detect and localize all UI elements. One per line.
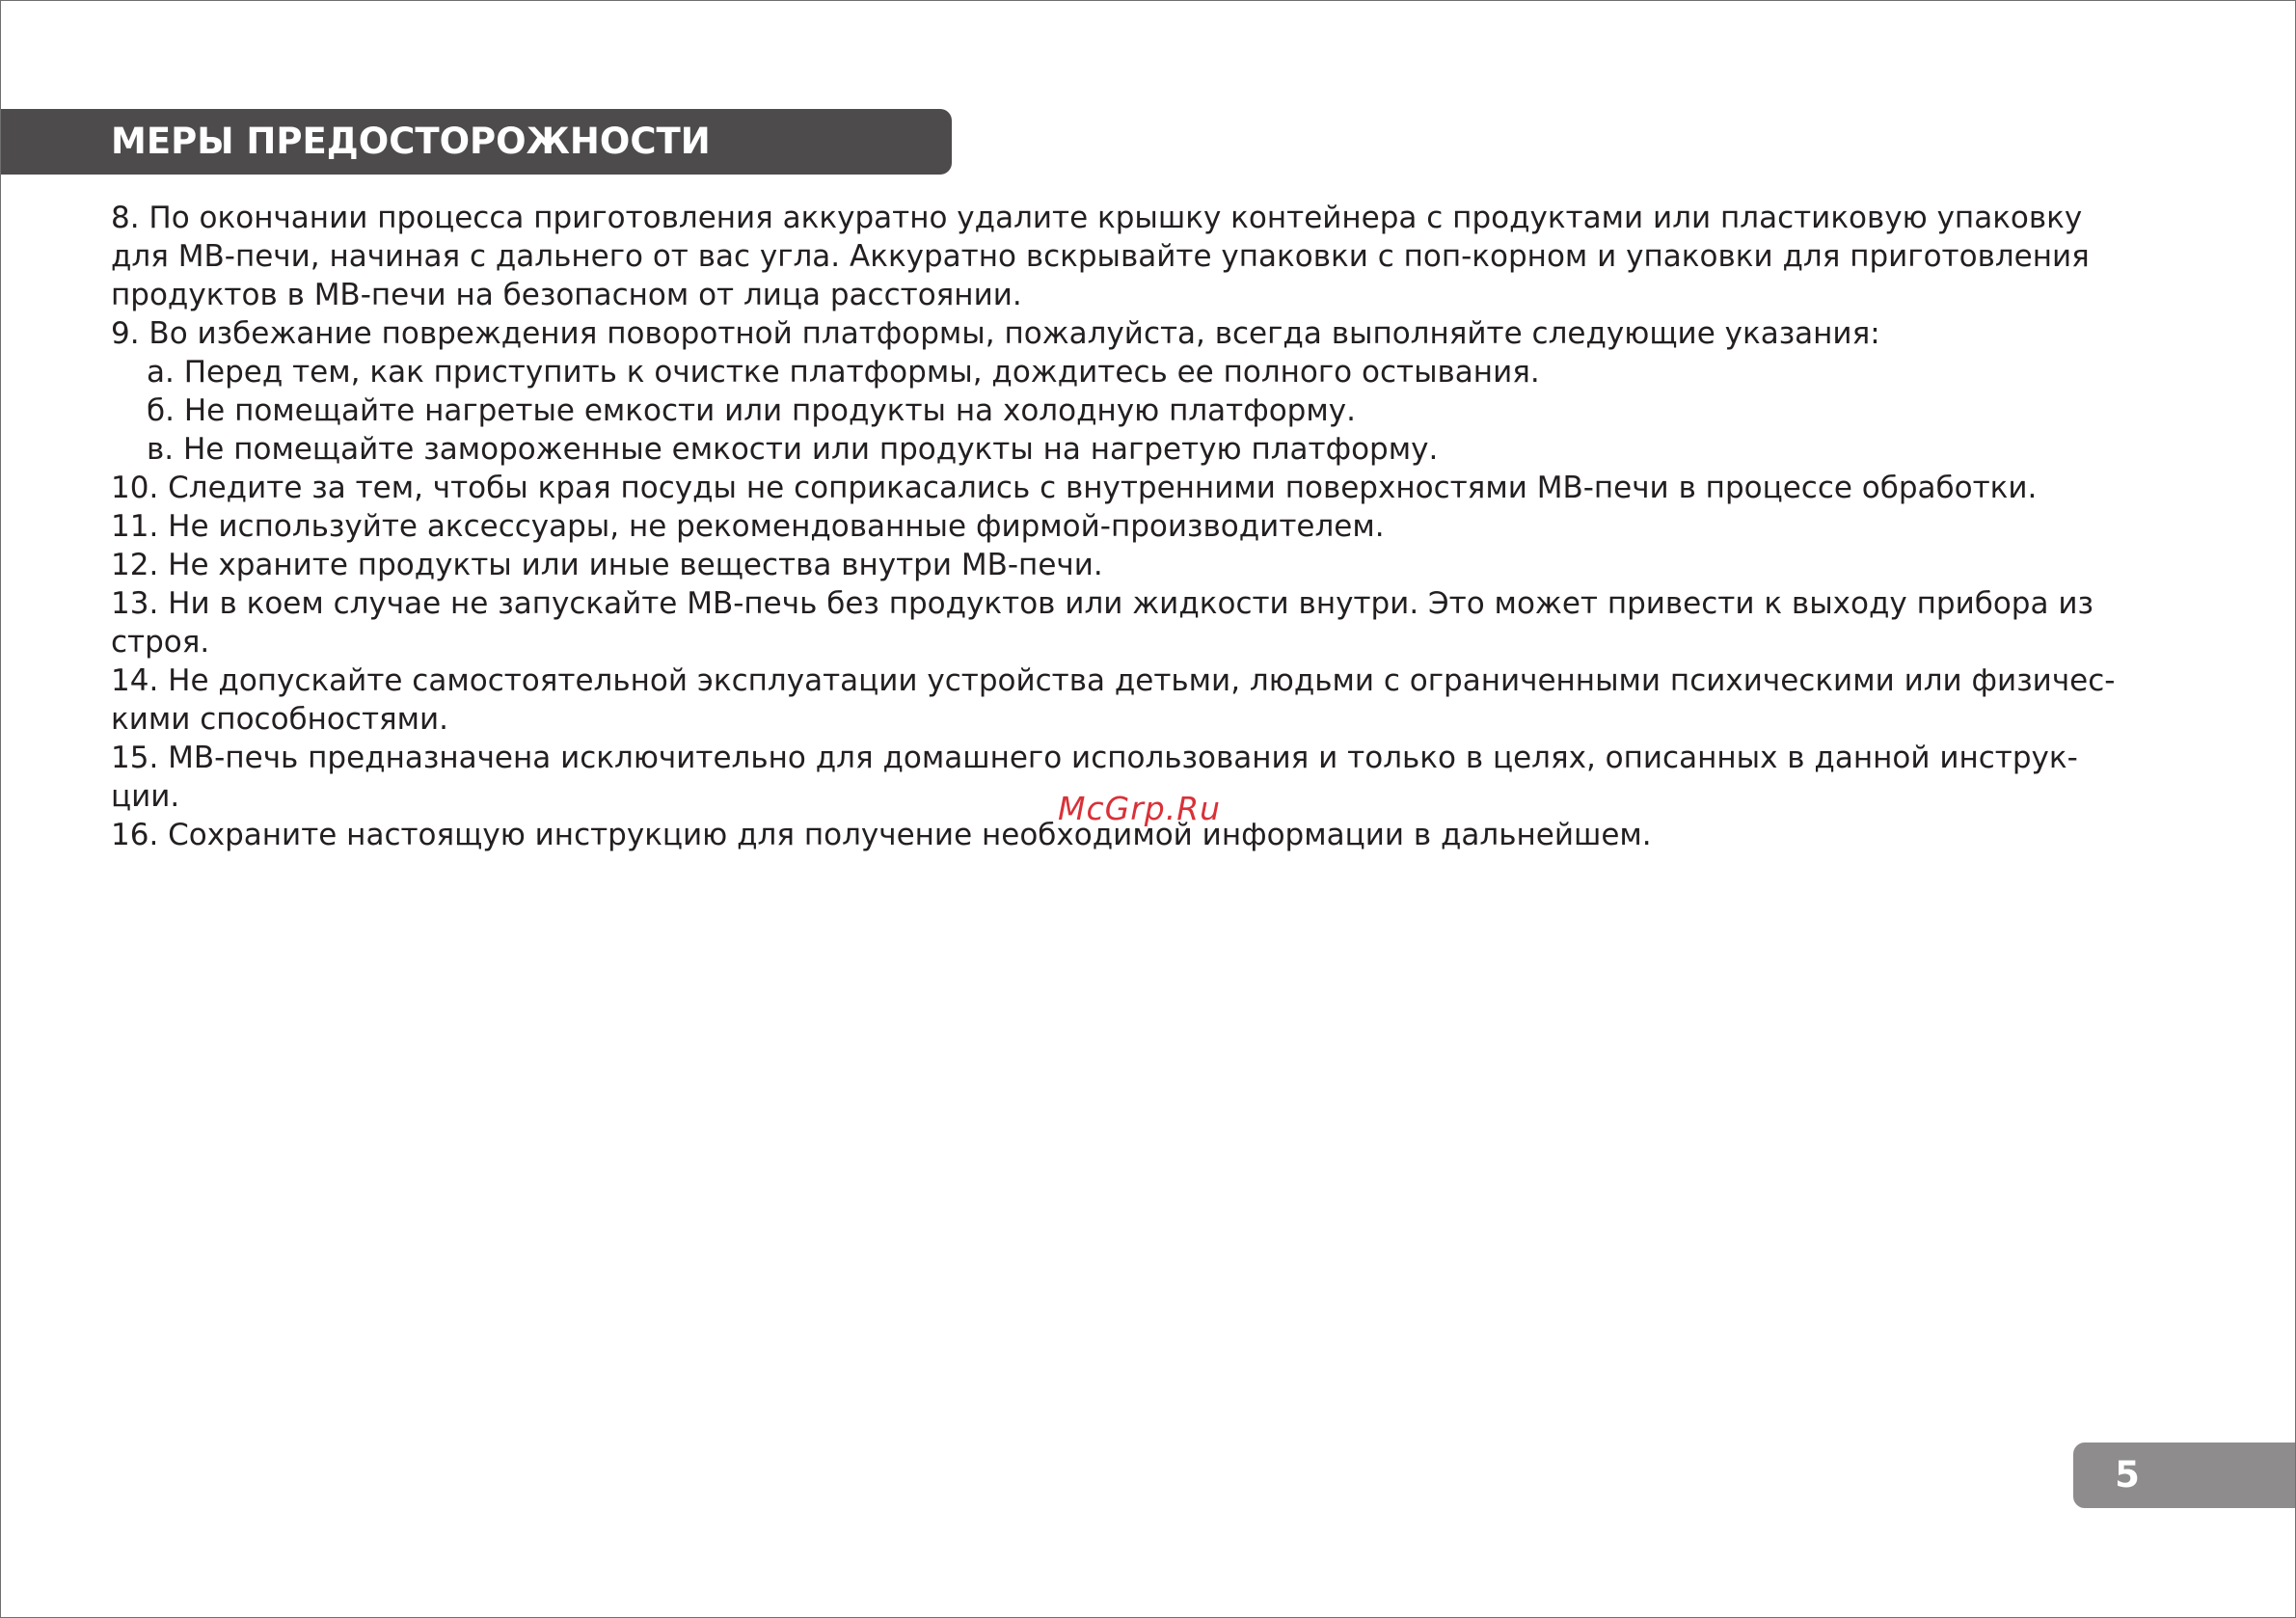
precautions-text <box>111 199 2194 854</box>
text-line: 9. Во избежание повреждения поворотной платформы, пожалуйста, всегда выполняйте следующие указания: <box>111 316 1880 351</box>
text-line: 10. Следите за тем, чтобы края посуды не соприкасались с внутренними поверхностями МВ-печи в процессе обработки. <box>111 471 2038 505</box>
section-header-bar <box>1 109 952 175</box>
text-line: 12. Не храните продукты или иные вещества внутри МВ-печи. <box>111 548 1103 582</box>
text-line: ции. <box>111 779 180 814</box>
page-number: 5 <box>2115 1454 2140 1496</box>
text-line: 14. Не допускайте самостоятельной эксплуатации устройства детьми, людьми с ограниченными психическими или физичес- <box>111 663 2116 698</box>
text-line-subitem: а. Перед тем, как приступить к очистке платформы, дождитесь ее полного остывания. <box>147 355 1540 390</box>
text-line: для МВ-печи, начиная с дальнего от вас угла. Аккуратно вскрывайте упаковки с поп-корном и упаковки для приготовления <box>111 239 2090 274</box>
text-line: кими способностями. <box>111 702 449 737</box>
page-number-tab <box>2073 1443 2296 1508</box>
text-line: 11. Не используйте аксессуары, не рекомендованные фирмой-производителем. <box>111 509 1385 544</box>
text-line-subitem: в. Не помещайте замороженные емкости или продукты на нагретую платформу. <box>147 432 1439 467</box>
text-line: 8. По окончании процесса приготовления аккуратно удалите крышку контейнера с продуктами или пластиковую упаковку <box>111 201 2083 235</box>
watermark: McGrp.Ru <box>1058 790 1222 827</box>
text-line: строя. <box>111 625 210 660</box>
text-line: 13. Ни в коем случае не запускайте МВ-печь без продуктов или жидкости внутри. Это может привести к выходу прибора из <box>111 586 2093 621</box>
text-line: продуктов в МВ-печи на безопасном от лица расстоянии. <box>111 278 1022 312</box>
section-title: МЕРЫ ПРЕДОСТОРОЖНОСТИ <box>111 121 711 162</box>
text-line-subitem: б. Не помещайте нагретые емкости или продукты на холодную платформу. <box>147 393 1356 428</box>
text-line: 16. Сохраните настоящую инструкцию для получение необходимой информации в дальнейшем. <box>111 818 1652 852</box>
text-line: 15. МВ-печь предназначена исключительно для домашнего использования и только в целях, описанных в данной инструк- <box>111 741 2078 775</box>
